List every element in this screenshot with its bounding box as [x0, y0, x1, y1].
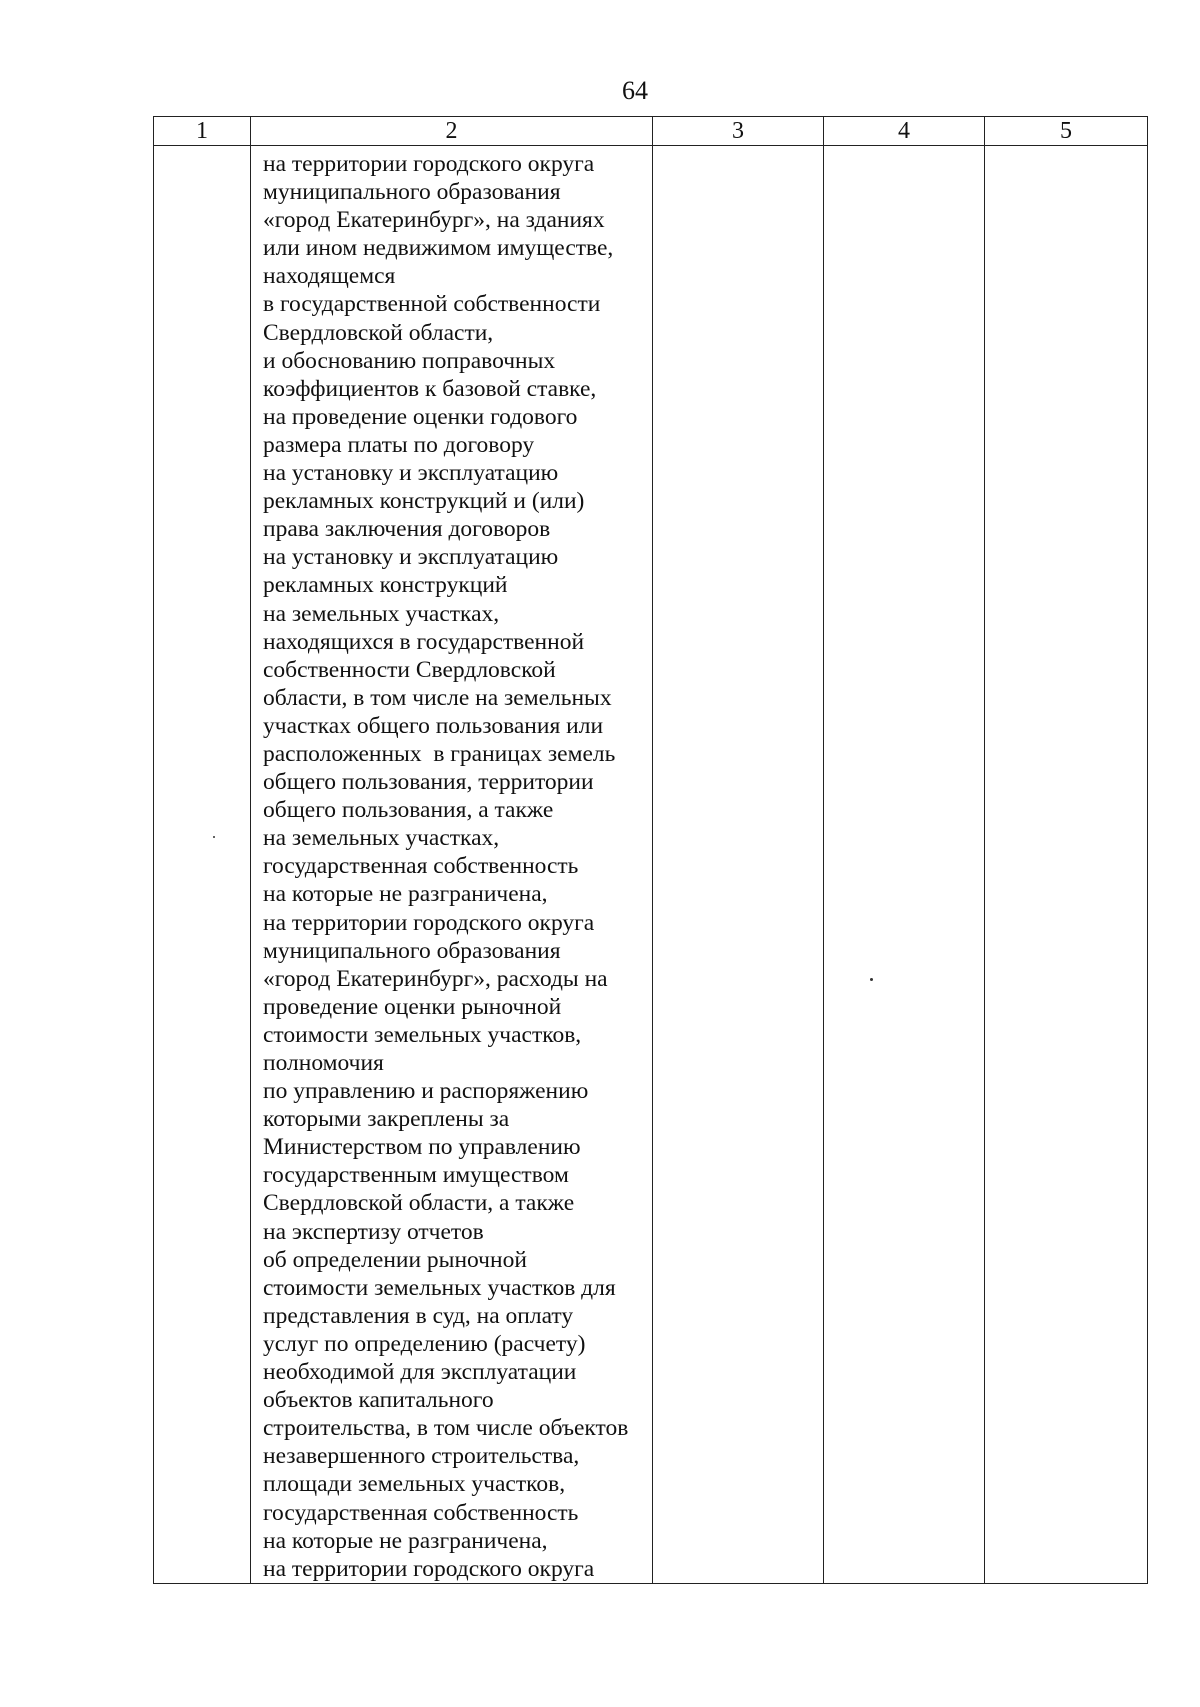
table-row: [154, 146, 1148, 1584]
scan-speck: [870, 978, 873, 981]
table-cell-col2: [251, 146, 653, 1584]
text-line: на установку и эксплуатацию: [263, 544, 559, 571]
text-line: проведение оценки рыночной: [263, 993, 562, 1020]
column-header-5: 5: [985, 117, 1148, 146]
table-cell-col4: [824, 146, 985, 1584]
text-line: стоимости земельных участков для: [263, 1274, 616, 1301]
text-line: рекламных конструкций: [263, 572, 508, 599]
text-line: находящихся в государственной: [263, 628, 585, 655]
text-line: коэффициентов к базовой ставке,: [263, 375, 597, 402]
text-line: общего пользования, территории: [263, 769, 594, 796]
text-line: расположенных в границах земель: [263, 740, 616, 767]
text-line: на территории городского округа: [263, 909, 595, 936]
text-line: на экспертизу отчетов: [263, 1218, 484, 1245]
text-line: стоимости земельных участков,: [263, 1021, 582, 1048]
page-number: 64: [622, 76, 648, 105]
text-line: или ином недвижимом имуществе,: [263, 235, 614, 262]
table-cell-col5: [985, 146, 1148, 1584]
text-line: муниципального образования: [263, 937, 561, 964]
text-line: права заключения договоров: [263, 516, 551, 543]
text-line: рекламных конструкций и (или): [263, 488, 585, 515]
column-header-2: 2: [251, 117, 653, 146]
text-line: услуг по определению (расчету): [263, 1330, 586, 1357]
text-line: государственная собственность: [263, 1499, 579, 1526]
text-line: размера платы по договору: [263, 431, 535, 458]
column-header-1: 1: [154, 117, 251, 146]
column-header-4: 4: [824, 117, 985, 146]
text-line: «город Екатеринбург», расходы на: [263, 965, 608, 992]
text-line: находящемся: [263, 263, 396, 290]
text-line: участках общего пользования или: [263, 712, 604, 739]
text-line: на которые не разграничена,: [263, 881, 548, 908]
text-line: строительства, в том числе объектов: [263, 1415, 629, 1442]
text-line: площади земельных участков,: [263, 1471, 566, 1498]
text-line: полномочия: [263, 1050, 384, 1076]
text-line: муниципального образования: [263, 179, 561, 206]
text-line: на территории городского округа: [263, 151, 595, 177]
budget-table: [153, 116, 1148, 1584]
text-line: по управлению и распоряжению: [263, 1078, 589, 1105]
table-cell-col3: [653, 146, 824, 1584]
text-line: «город Екатеринбург», на зданиях: [263, 207, 605, 234]
text-line: государственным имуществом: [263, 1162, 569, 1189]
text-line: на земельных участках,: [263, 825, 500, 852]
text-line: незавершенного строительства,: [263, 1443, 580, 1470]
text-line: на установку и эксплуатацию: [263, 460, 559, 487]
table-cell-col1: [154, 146, 251, 1584]
text-line: необходимой для эксплуатации: [263, 1359, 577, 1386]
text-line: Свердловской области, а также: [263, 1190, 575, 1217]
text-line: общего пользования, а также: [263, 797, 554, 824]
text-line: Свердловской области,: [263, 319, 494, 346]
text-line: которыми закреплены за: [263, 1106, 510, 1133]
scan-speck: [213, 836, 215, 838]
text-line: на проведение оценки годового: [263, 403, 578, 430]
text-line: объектов капитального: [263, 1387, 494, 1414]
text-line: собственности Свердловской: [263, 656, 556, 683]
text-line: на которые не разграничена,: [263, 1527, 548, 1554]
text-line: государственная собственность: [263, 853, 579, 880]
text-line: Министерством по управлению: [263, 1134, 581, 1161]
text-line: в государственной собственности: [263, 291, 601, 318]
table-header-row: [154, 117, 1148, 146]
column-header-3: 3: [653, 117, 824, 146]
text-line: области, в том числе на земельных: [263, 684, 612, 711]
text-line: на территории городского округа: [263, 1555, 595, 1582]
cell-description-text: [251, 146, 652, 1583]
text-line: и обоснованию поправочных: [263, 347, 556, 374]
text-line: представления в суд, на оплату: [263, 1302, 574, 1329]
text-line: об определении рыночной: [263, 1246, 527, 1273]
text-line: на земельных участках,: [263, 600, 500, 627]
